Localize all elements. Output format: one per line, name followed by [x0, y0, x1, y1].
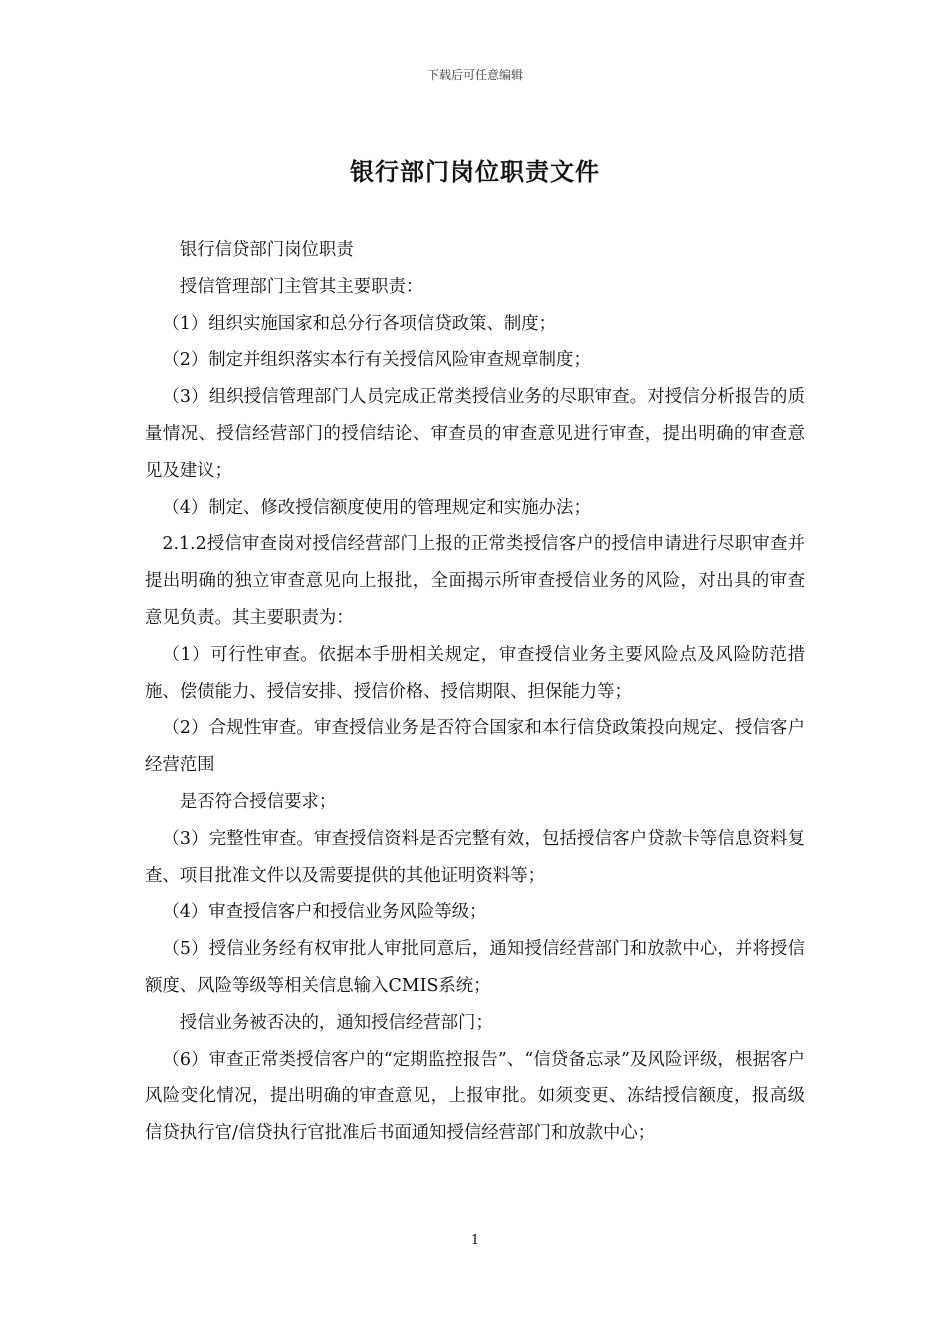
paragraph-review-item-4: （4）审查授信客户和授信业务风险等级； [162, 902, 487, 923]
paragraph-review-item-6: （6）审查正常类授信客户的“定期监控报告”、“信贷备忘录”及风险评级，根据客户风险变化情况，提出明确的审查意见，上报审批。如须变更、冻结授信额度，报高级信贷执行官/信贷执行官批准后书面通知授信经营部门和放款中心； [145, 1049, 805, 1144]
paragraph-item-4: （4）制定、修改授信额度使用的管理规定和实施办法； [162, 497, 591, 518]
page-number: 1 [470, 1233, 480, 1248]
document-title: 银行部门岗位职责文件 [350, 157, 600, 186]
document-body [145, 232, 805, 1152]
paragraph-review-post-intro: 2.1.2授信审查岗对授信经营部门上报的正常类授信客户的授信申请进行尽职审查并提出明确的独立审查意见向上报批，全面揭示所审查授信业务的风险，对出具的审查意见负责。其主要职责为： [145, 534, 805, 628]
paragraph-item-2: （2）制定并组织落实本行有关授信风险审查规章制度； [162, 350, 591, 371]
paragraph-item-1: （1）组织实施国家和总分行各项信贷政策、制度； [162, 313, 557, 334]
paragraph-review-item-2-cont: 是否符合授信要求； [179, 791, 337, 812]
paragraph-review-item-5-cont: 授信业务被否决的，通知授信经营部门； [179, 1012, 493, 1033]
paragraph-review-item-3: （3）完整性审查。审查授信资料是否完整有效，包括授信客户贷款卡等信息资料复查、项目批准文件以及需要提供的其他证明资料等； [145, 828, 805, 886]
paragraph-item-3: （3）组织授信管理部门人员完成正常类授信业务的尽职审查。对授信分析报告的质量情况、授信经营部门的授信结论、审查员的审查意见进行审查，提出明确的审查意见及建议； [145, 387, 805, 481]
paragraph-section-heading: 银行信贷部门岗位职责 [179, 240, 354, 260]
paragraph-review-item-5: （5）授信业务经有权审批人审批同意后，通知授信经营部门和放款中心，并将授信额度、风险等级等相关信息输入CMIS系统； [145, 939, 805, 996]
paragraph-manager-duties-intro: 授信管理部门主管其主要职责： [179, 276, 424, 297]
paragraph-review-item-1: （1）可行性审查。依据本手册相关规定，审查授信业务主要风险点及风险防范措施、偿债能力、授信安排、授信价格、授信期限、担保能力等； [145, 644, 805, 702]
paragraph-review-item-2: （2）合规性审查。审查授信业务是否符合国家和本行信贷政策投向规定、授信客户经营范围 [145, 718, 805, 776]
page-header-note: 下载后可任意编辑 [426, 68, 523, 82]
